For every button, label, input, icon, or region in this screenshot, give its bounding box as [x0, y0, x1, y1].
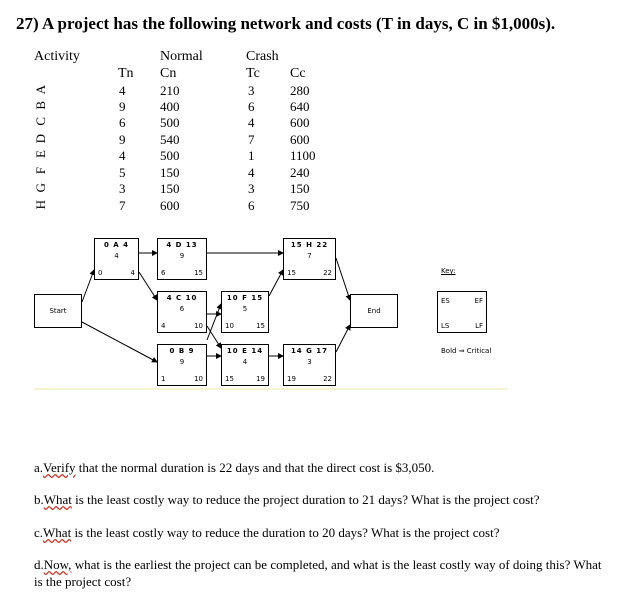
activity-label: G — [33, 183, 48, 193]
table-cell: 400 — [160, 99, 180, 114]
table-cell: 210 — [160, 83, 180, 98]
node-a-top: 0 A 4 — [103, 241, 130, 249]
table-cell: 1100 — [290, 148, 316, 163]
node-e-lf: 19 — [256, 375, 265, 383]
table-cell: 1 — [248, 148, 255, 163]
table-cell: 600 — [290, 115, 310, 130]
key-box — [437, 291, 487, 333]
key-label: Key: — [441, 267, 456, 275]
question-c-text: is the least costly way to reduce the duration to 20 days? What is the project cost? — [71, 525, 500, 540]
arrow-a-c — [139, 272, 157, 300]
table-cell: 5 — [119, 165, 126, 180]
arrow-b-f — [207, 304, 221, 340]
question-c-word: What — [43, 525, 72, 540]
node-f-ls: 10 — [225, 322, 234, 330]
key-bold-note: Bold ⇒ Critical — [441, 347, 492, 355]
arrow-start-b — [82, 322, 157, 362]
node-d-lf: 15 — [194, 269, 203, 277]
node-h-duration: 7 — [307, 252, 312, 260]
node-b-duration: 9 — [179, 358, 185, 366]
table-cell: 540 — [160, 132, 180, 147]
problem-title: 27) A project has the following network and costs (T in days, C in $1,000s). — [16, 14, 556, 33]
question-c-prefix: c. — [34, 525, 44, 540]
activity-label: F — [33, 167, 48, 175]
table-cell: 6 — [248, 99, 255, 114]
node-e-ls: 15 — [225, 375, 234, 383]
table-cell: 500 — [160, 148, 180, 163]
question-a-word: Verify — [43, 460, 76, 475]
question-b-word: What — [43, 492, 72, 507]
node-f — [221, 291, 269, 333]
question-c — [34, 524, 604, 541]
node-e-top: 10 E 14 — [226, 347, 264, 355]
node-a-lf: 4 — [130, 269, 135, 277]
node-c-duration: 6 — [179, 305, 185, 313]
table-cell: 9 — [119, 132, 126, 147]
question-d-prefix: d. — [34, 557, 44, 572]
question-d-text: what is the earliest the project can be completed, and what is the least costly way of doing this? What is the project cost? — [34, 557, 602, 589]
node-b-top: 0 B 9 — [169, 347, 195, 355]
key-ef: EF — [474, 297, 483, 305]
key-lf: LF — [475, 322, 483, 330]
cc-header: Cc — [290, 66, 306, 81]
node-b-ls: 1 — [161, 375, 166, 383]
arrow-f-h — [269, 270, 283, 296]
table-cell: 3 — [248, 83, 255, 98]
table-cell: 150 — [160, 165, 180, 180]
question-b-prefix: b. — [34, 492, 44, 507]
node-h — [283, 238, 336, 280]
node-g — [283, 344, 336, 386]
activity-label: C — [33, 117, 48, 126]
node-h-ls: 15 — [287, 269, 296, 277]
arrow-g-end — [336, 325, 350, 352]
node-a — [94, 238, 139, 280]
node-d-ls: 6 — [161, 269, 166, 277]
node-f-duration: 5 — [242, 305, 248, 313]
table-cell: 600 — [290, 132, 310, 147]
table-cell: 500 — [160, 115, 180, 130]
activity-label: D — [33, 134, 48, 144]
activity-label: B — [33, 101, 48, 110]
cn-header: Cn — [160, 66, 177, 81]
question-a-text: that the normal duration is 22 days and that the direct cost is $3,050. — [75, 460, 435, 475]
table-cell: 6 — [248, 198, 255, 213]
table-cell: 9 — [119, 99, 126, 114]
table-cell: 640 — [290, 99, 310, 114]
node-d-duration: 9 — [179, 252, 185, 260]
activity-label: E — [33, 150, 48, 158]
table-cell: 7 — [119, 198, 126, 213]
node-f-top: 10 F 15 — [226, 294, 264, 302]
normal-header: Normal — [160, 49, 203, 64]
node-d-top: 4 D 13 — [166, 241, 198, 249]
question-a — [34, 459, 604, 476]
arrow-c-e — [207, 326, 221, 348]
table-cell: 750 — [290, 198, 310, 213]
node-d — [157, 238, 207, 280]
node-g-ls: 19 — [287, 375, 296, 383]
node-h-lf: 22 — [323, 269, 332, 277]
node-f-lf: 15 — [256, 322, 265, 330]
table-cell: 280 — [290, 83, 310, 98]
table-cell: 4 — [248, 165, 255, 180]
tc-header: Tc — [246, 66, 260, 81]
node-a-ls: 0 — [98, 269, 103, 277]
table-cell: 4 — [119, 83, 126, 98]
node-b-lf: 10 — [194, 375, 203, 383]
node-c — [157, 291, 207, 333]
activity-header: Activity — [34, 49, 80, 64]
node-g-duration: 3 — [307, 358, 312, 366]
table-cell: 150 — [290, 181, 310, 196]
question-a-prefix: a. — [34, 460, 44, 475]
activity-label: H — [33, 200, 48, 210]
node-c-lf: 10 — [194, 322, 203, 330]
table-cell: 3 — [248, 181, 255, 196]
crash-header: Crash — [246, 49, 279, 64]
node-e-duration: 4 — [242, 358, 248, 366]
node-e — [221, 344, 269, 386]
end-node: End — [350, 294, 398, 328]
start-node: Start — [34, 294, 82, 328]
tn-header: Tn — [118, 66, 134, 81]
table-cell: 600 — [160, 198, 180, 213]
table-cell: 6 — [119, 115, 126, 130]
table-cell: 4 — [248, 115, 255, 130]
node-c-top: 4 C 10 — [166, 294, 198, 302]
activity-label: A — [33, 85, 48, 95]
question-d-word: Now, — [43, 557, 72, 572]
arrow-start-a — [82, 270, 94, 302]
node-b — [157, 344, 207, 386]
node-g-lf: 22 — [323, 375, 332, 383]
key-ls: LS — [441, 322, 450, 330]
key-es: ES — [441, 297, 450, 305]
table-cell: 150 — [160, 181, 180, 196]
table-cell: 3 — [119, 181, 126, 196]
question-b-text: is the least costly way to reduce the project duration to 21 days? What is the project cost? — [71, 492, 540, 507]
node-c-ls: 4 — [161, 322, 166, 330]
node-h-top: 15 H 22 — [290, 241, 329, 249]
table-cell: 7 — [248, 132, 255, 147]
table-cell: 4 — [119, 148, 126, 163]
node-a-duration: 4 — [114, 252, 119, 260]
arrow-h-end — [336, 258, 350, 300]
node-g-top: 14 G 17 — [290, 347, 329, 355]
table-cell: 240 — [290, 165, 310, 180]
question-d — [34, 556, 604, 590]
question-b — [34, 491, 604, 508]
